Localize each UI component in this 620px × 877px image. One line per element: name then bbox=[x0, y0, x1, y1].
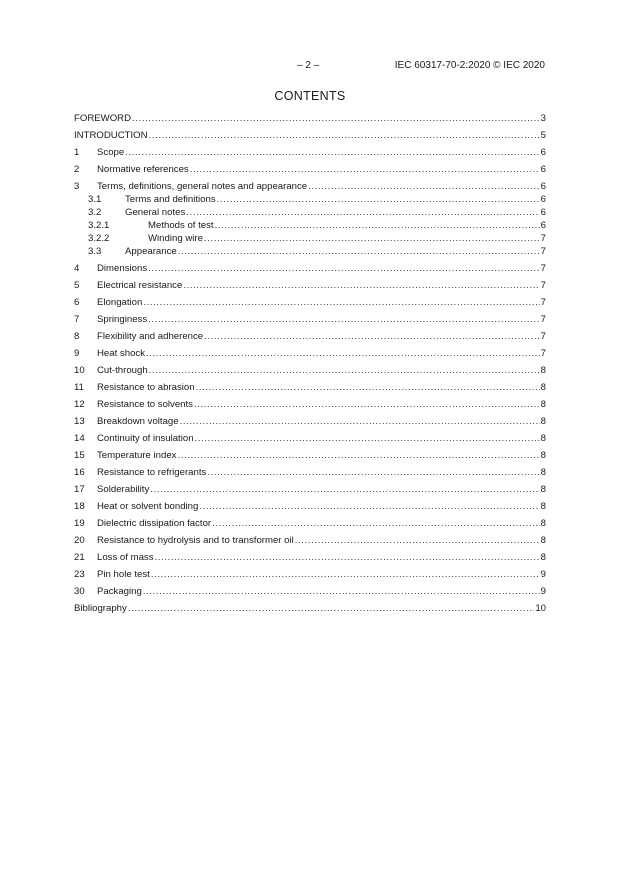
dot-leader bbox=[155, 551, 540, 564]
toc-entry-label: Electrical resistance bbox=[97, 280, 183, 291]
toc-entry-label: Heat or solvent bonding bbox=[97, 501, 199, 512]
toc-entry[interactable] bbox=[74, 449, 546, 462]
toc-entry-page: 8 bbox=[540, 501, 546, 512]
toc-entry[interactable] bbox=[74, 483, 546, 496]
toc-entry-page: 6 bbox=[540, 207, 546, 218]
toc-entry[interactable] bbox=[74, 245, 546, 258]
toc-entry-page: 7 bbox=[540, 348, 546, 359]
toc-entry-label: Continuity of insulation bbox=[97, 433, 194, 444]
toc-entry-page: 6 bbox=[540, 147, 546, 158]
toc-entry-label: General notes bbox=[125, 207, 186, 218]
toc-entry[interactable] bbox=[74, 296, 546, 309]
toc-entry-number: 10 bbox=[74, 365, 85, 376]
toc-entry[interactable] bbox=[74, 364, 546, 377]
toc-entry-page: 8 bbox=[540, 450, 546, 461]
toc-entry-number: 12 bbox=[74, 399, 85, 410]
toc-entry-page: 8 bbox=[540, 518, 546, 529]
toc-entry-label: Resistance to abrasion bbox=[97, 382, 195, 393]
toc-entry[interactable] bbox=[74, 551, 546, 564]
toc-entry[interactable] bbox=[74, 206, 546, 219]
toc-entry-page: 6 bbox=[540, 164, 546, 175]
toc-entry-number: 19 bbox=[74, 518, 85, 529]
toc-entry-page: 7 bbox=[540, 297, 546, 308]
toc-entry-page: 6 bbox=[540, 220, 546, 231]
toc-entry-number: 3.1 bbox=[88, 194, 102, 205]
toc-entry-page: 7 bbox=[540, 314, 546, 325]
toc-entry[interactable] bbox=[74, 163, 546, 176]
toc-entry-label: Winding wire bbox=[148, 233, 203, 244]
toc-entry-page: 7 bbox=[540, 263, 546, 274]
dot-leader bbox=[196, 381, 540, 394]
toc-entry[interactable] bbox=[74, 146, 546, 159]
toc-entry-label: INTRODUCTION bbox=[74, 130, 148, 141]
toc-entry-number: 9 bbox=[74, 348, 80, 359]
toc-entry[interactable] bbox=[74, 219, 546, 232]
toc-entry-number: 20 bbox=[74, 535, 85, 546]
dot-leader bbox=[190, 163, 540, 176]
toc-entry-label: Heat shock bbox=[97, 348, 145, 359]
toc-entry[interactable] bbox=[74, 330, 546, 343]
dot-leader bbox=[308, 180, 540, 193]
document-id: IEC 60317-70-2:2020 © IEC 2020 bbox=[394, 60, 545, 71]
toc-entry[interactable] bbox=[74, 534, 546, 547]
dot-leader bbox=[212, 517, 540, 530]
dot-leader bbox=[215, 219, 540, 232]
toc-entry-page: 6 bbox=[540, 181, 546, 192]
toc-entry-number: 17 bbox=[74, 484, 85, 495]
toc-entry-page: 7 bbox=[540, 331, 546, 342]
dot-leader bbox=[132, 112, 540, 125]
toc-entry-number: 4 bbox=[74, 263, 80, 274]
toc-entry-number: 14 bbox=[74, 433, 85, 444]
dot-leader bbox=[177, 449, 539, 462]
toc-entry-page: 8 bbox=[540, 416, 546, 427]
dot-leader bbox=[207, 466, 539, 479]
toc-entry-number: 13 bbox=[74, 416, 85, 427]
toc-entry[interactable] bbox=[74, 500, 546, 513]
toc-entry-label: Dielectric dissipation factor bbox=[97, 518, 212, 529]
toc-entry-number: 3 bbox=[74, 181, 80, 192]
dot-leader bbox=[148, 313, 540, 326]
toc-entry-label: Resistance to hydrolysis and to transformer oil bbox=[97, 535, 294, 546]
toc-entry-number: 15 bbox=[74, 450, 85, 461]
toc-entry[interactable] bbox=[74, 466, 546, 479]
toc-entry[interactable] bbox=[74, 415, 546, 428]
toc-entry[interactable] bbox=[74, 279, 546, 292]
dot-leader bbox=[149, 364, 540, 377]
toc-entry-page: 5 bbox=[540, 130, 546, 141]
toc-entry-number: 2 bbox=[74, 164, 80, 175]
dot-leader bbox=[204, 232, 540, 245]
toc-entry-page: 8 bbox=[540, 552, 546, 563]
toc-entry-number: 23 bbox=[74, 569, 85, 580]
dot-leader bbox=[143, 585, 540, 598]
toc-entry[interactable] bbox=[74, 585, 546, 598]
dot-leader bbox=[146, 347, 540, 360]
toc-entry-number: 1 bbox=[74, 147, 80, 158]
toc-entry-page: 6 bbox=[540, 194, 546, 205]
toc-entry-page: 9 bbox=[540, 569, 546, 580]
toc-entry-page: 8 bbox=[540, 433, 546, 444]
dot-leader bbox=[186, 206, 539, 219]
toc-entry-label: Solderability bbox=[97, 484, 150, 495]
toc-entry-page: 8 bbox=[540, 467, 546, 478]
dot-leader bbox=[295, 534, 540, 547]
toc-entry[interactable] bbox=[74, 517, 546, 530]
toc-entry-label: Elongation bbox=[97, 297, 143, 308]
toc-entry-number: 11 bbox=[74, 382, 84, 393]
toc-entry-label: Dimensions bbox=[97, 263, 148, 274]
dot-leader bbox=[148, 262, 540, 275]
toc-entry-page: 8 bbox=[540, 484, 546, 495]
toc-entry[interactable] bbox=[74, 432, 546, 445]
dot-leader bbox=[151, 568, 540, 581]
toc-entry[interactable] bbox=[74, 193, 546, 206]
toc-entry[interactable] bbox=[74, 398, 546, 411]
toc-entry-number: 3.2.2 bbox=[88, 233, 110, 244]
dot-leader bbox=[199, 500, 539, 513]
dot-leader bbox=[195, 432, 540, 445]
toc-entry[interactable] bbox=[74, 313, 546, 326]
page-title: CONTENTS bbox=[274, 89, 346, 103]
toc-entry-page: 8 bbox=[540, 399, 546, 410]
dot-leader bbox=[178, 245, 540, 258]
toc-entry-page: 7 bbox=[540, 280, 546, 291]
page-number: – 2 – bbox=[297, 60, 320, 71]
dot-leader bbox=[143, 296, 539, 309]
toc-entry-number: 6 bbox=[74, 297, 80, 308]
dot-leader bbox=[128, 602, 535, 615]
toc-entry[interactable] bbox=[74, 129, 546, 142]
dot-leader bbox=[180, 415, 540, 428]
toc-entry-label: Springiness bbox=[97, 314, 148, 325]
toc-entry-label: Loss of mass bbox=[97, 552, 154, 563]
toc-entry-page: 9 bbox=[540, 586, 546, 597]
toc-entry-page: 8 bbox=[540, 535, 546, 546]
toc-entry-number: 16 bbox=[74, 467, 85, 478]
toc-entry-label: Appearance bbox=[125, 246, 177, 257]
toc-entry-label: Bibliography bbox=[74, 603, 127, 614]
page-header bbox=[0, 60, 620, 74]
toc-entry-number: 3.2.1 bbox=[88, 220, 110, 231]
toc-entry-label: Breakdown voltage bbox=[97, 416, 179, 427]
toc-entry-label: Flexibility and adherence bbox=[97, 331, 204, 342]
table-of-contents bbox=[74, 112, 546, 615]
toc-entry[interactable] bbox=[74, 262, 546, 275]
toc-entry-number: 3.3 bbox=[88, 246, 102, 257]
toc-entry-page: 10 bbox=[535, 603, 546, 614]
toc-entry[interactable] bbox=[74, 347, 546, 360]
toc-entry-label: Terms and definitions bbox=[125, 194, 216, 205]
dot-leader bbox=[149, 129, 540, 142]
toc-entry-label: Cut-through bbox=[97, 365, 148, 376]
toc-entry-number: 3.2 bbox=[88, 207, 102, 218]
toc-entry-number: 21 bbox=[74, 552, 85, 563]
toc-entry-label: Resistance to refrigerants bbox=[97, 467, 207, 478]
dot-leader bbox=[183, 279, 539, 292]
toc-entry-label: Packaging bbox=[97, 586, 142, 597]
toc-entry[interactable] bbox=[74, 381, 546, 394]
toc-entry-number: 18 bbox=[74, 501, 85, 512]
toc-entry-label: Resistance to solvents bbox=[97, 399, 193, 410]
toc-entry-label: Terms, definitions, general notes and appearance bbox=[97, 181, 308, 192]
toc-entry-number: 7 bbox=[74, 314, 80, 325]
dot-leader bbox=[217, 193, 540, 206]
toc-entry-number: 30 bbox=[74, 586, 85, 597]
toc-entry-page: 8 bbox=[540, 382, 546, 393]
toc-entry[interactable] bbox=[74, 232, 546, 245]
toc-entry-page: 3 bbox=[540, 113, 546, 124]
toc-entry-number: 5 bbox=[74, 280, 80, 291]
toc-entry-label: Temperature index bbox=[97, 450, 177, 461]
toc-entry[interactable] bbox=[74, 112, 546, 125]
dot-leader bbox=[194, 398, 540, 411]
dot-leader bbox=[125, 146, 539, 159]
toc-entry[interactable] bbox=[74, 568, 546, 581]
toc-entry-label: FOREWORD bbox=[74, 113, 132, 124]
toc-entry-label: Methods of test bbox=[148, 220, 214, 231]
toc-entry-label: Pin hole test bbox=[97, 569, 150, 580]
dot-leader bbox=[150, 483, 539, 496]
toc-entry-label: Scope bbox=[97, 147, 125, 158]
toc-entry-label: Normative references bbox=[97, 164, 189, 175]
toc-entry[interactable] bbox=[74, 602, 546, 615]
dot-leader bbox=[204, 330, 540, 343]
toc-entry[interactable] bbox=[74, 180, 546, 193]
toc-entry-page: 8 bbox=[540, 365, 546, 376]
toc-entry-page: 7 bbox=[540, 246, 546, 257]
toc-entry-number: 8 bbox=[74, 331, 80, 342]
toc-entry-page: 7 bbox=[540, 233, 546, 244]
